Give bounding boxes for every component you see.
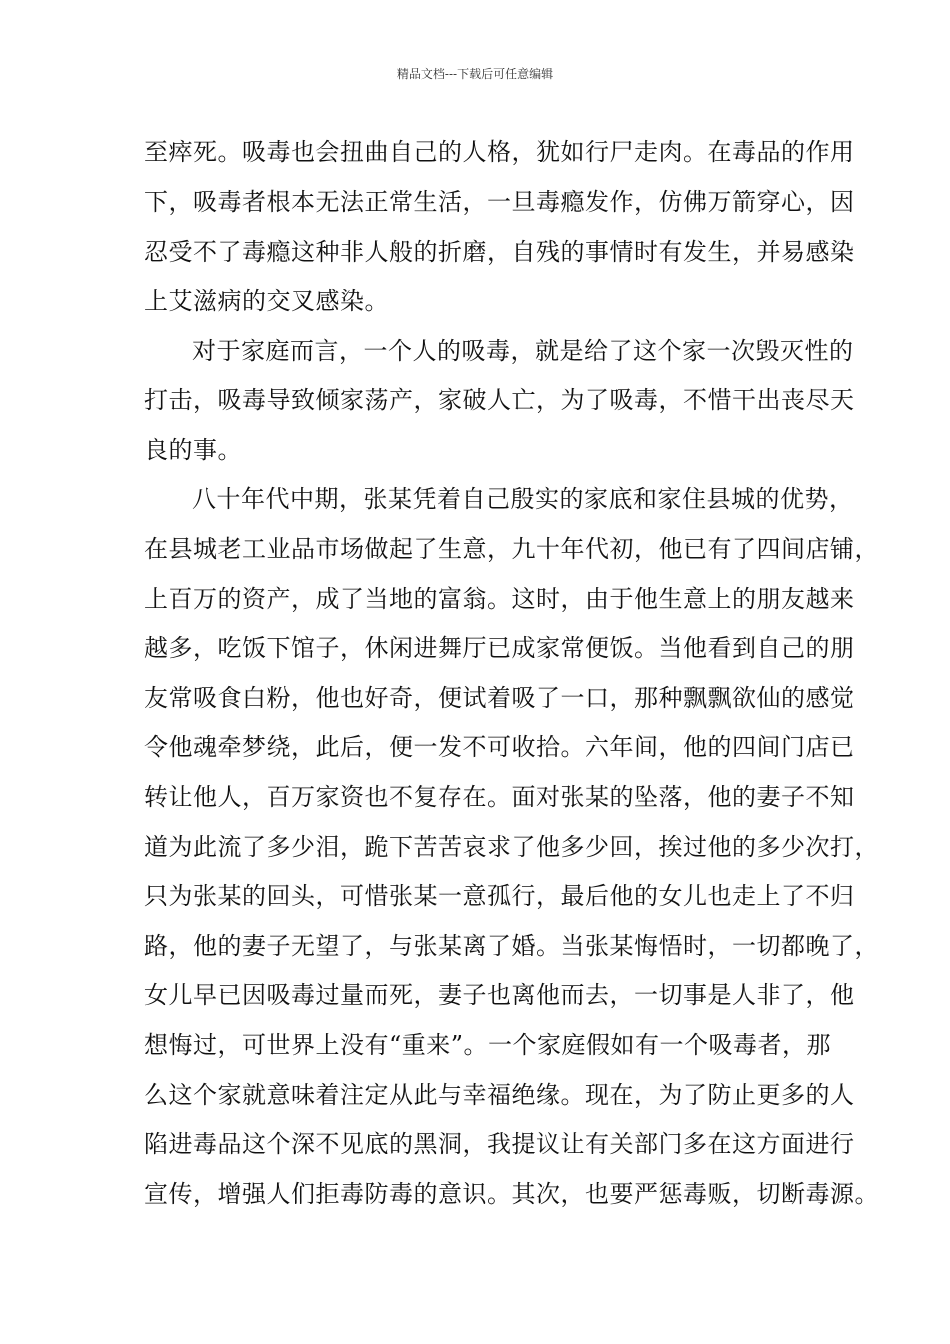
- text-line: 么这个家就意味着注定从此与幸福绝缘。现在，为了防止更多的人: [144, 1081, 855, 1109]
- text-line: 友常吸食白粉，他也好奇，便试着吸了一口，那种飘飘欲仙的感觉: [144, 684, 855, 712]
- text-line: 打击，吸毒导致倾家荡产，家破人亡，为了吸毒，不惜干出丧尽天: [144, 386, 855, 414]
- text-line: 下，吸毒者根本无法正常生活，一旦毒瘾发作，仿佛万箭穿心，因: [144, 188, 855, 216]
- text-line: 上艾滋病的交叉感染。: [144, 287, 389, 315]
- text-line: 越多，吃饭下馆子，休闲进舞厅已成家常便饭。当他看到自己的朋: [144, 634, 855, 662]
- text-line: 令他魂牵梦绕，此后，便一发不可收拾。六年间，他的四间门店已: [144, 733, 855, 761]
- text-line: 忍受不了毒瘾这种非人般的折磨，自残的事情时有发生，并易感染: [144, 238, 855, 266]
- text-line: 女儿早已因吸毒过量而死，妻子也离他而去，一切事是人非了，他: [144, 981, 855, 1009]
- text-line: 转让他人，百万家资也不复存在。面对张某的坠落，他的妻子不知: [144, 783, 855, 811]
- text-line: 上百万的资产，成了当地的富翁。这时，由于他生意上的朋友越来: [144, 585, 855, 613]
- text-line: 只为张某的回头，可惜张某一意孤行，最后他的女儿也走上了不归: [144, 882, 855, 910]
- text-line: 对于家庭而言，一个人的吸毒，就是给了这个家一次毁灭性的: [192, 337, 854, 365]
- text-line: 八十年代中期，张某凭着自己殷实的家底和家住县城的优势，: [192, 485, 854, 513]
- text-line: 道为此流了多少泪，跪下苦苦哀求了他多少回，挨过他的多少次打，: [144, 833, 879, 861]
- text-line: 宣传，增强人们拒毒防毒的意识。其次，也要严惩毒贩，切断毒源。: [144, 1180, 879, 1208]
- text-line: 在县城老工业品市场做起了生意，九十年代初，他已有了四间店铺，: [144, 535, 879, 563]
- text-line: 想悔过，可世界上没有“重来”。一个家庭假如有一个吸毒者，那: [144, 1031, 832, 1059]
- text-line: 良的事。: [144, 436, 242, 464]
- text-line: 至瘁死。吸毒也会扭曲自己的人格，犹如行尸走肉。在毒品的作用: [144, 138, 855, 166]
- text-line: 陷进毒品这个深不见底的黑洞，我提议让有关部门多在这方面进行: [144, 1130, 855, 1158]
- text-line: 路，他的妻子无望了，与张某离了婚。当张某悔悟时，一切都晚了，: [144, 932, 879, 960]
- page-header: 精品文档---下载后可任意编辑: [396, 67, 554, 81]
